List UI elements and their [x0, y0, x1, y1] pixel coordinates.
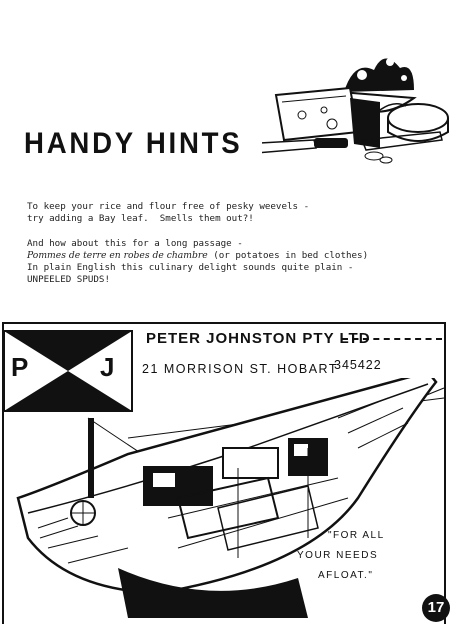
hint-text: (or potatoes in bed clothes) — [207, 250, 369, 261]
tagline-line: YOUR NEEDS — [297, 550, 379, 561]
french-phrase: Pommes de terre en robes de chambre — [27, 250, 208, 261]
tagline-line: AFLOAT." — [318, 570, 374, 581]
cheese-board-illustration — [262, 40, 452, 169]
logo-letter-p: P — [11, 352, 29, 382]
dashed-rule — [342, 338, 442, 340]
hint-line: To keep your rice and flour free of pesky weevels - — [27, 201, 310, 212]
company-address: 21 MORRISON ST. HOBART — [142, 362, 338, 376]
hint-line: try adding a Bay leaf. Smells them out?! — [27, 213, 254, 224]
page-title: HANDY HINTS — [24, 127, 243, 160]
hint-line: And how about this for a long passage - — [27, 238, 243, 249]
page-number-badge: 17 — [422, 594, 450, 622]
company-name: PETER JOHNSTON PTY LTD — [146, 330, 371, 347]
hint-line — [27, 250, 368, 262]
yacht-illustration — [8, 378, 448, 626]
company-phone: 345422 — [334, 358, 382, 372]
hint-line: In plain English this culinary delight sounds quite plain - — [27, 262, 354, 273]
tagline-line: "FOR ALL — [328, 530, 385, 541]
hint-line: UNPEELED SPUDS! — [27, 274, 110, 285]
logo-letter-j: J — [100, 352, 115, 382]
